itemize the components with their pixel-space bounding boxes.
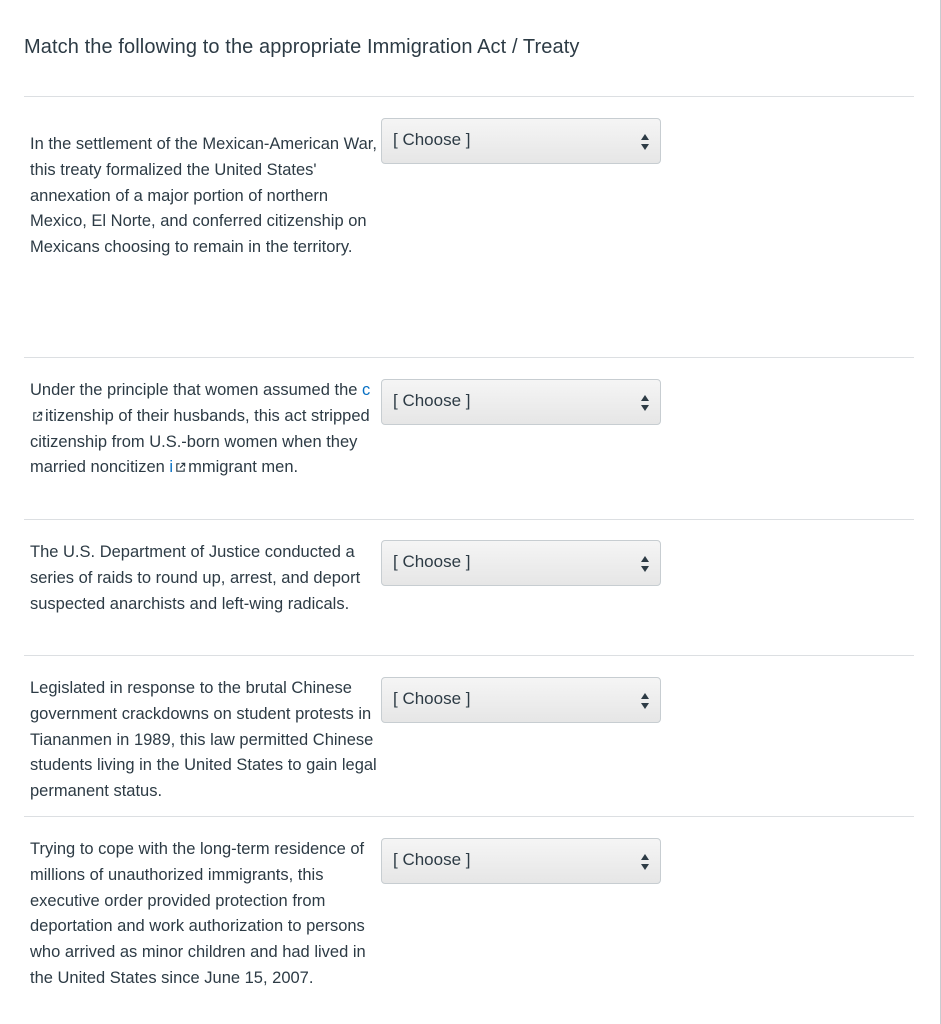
select-value: [ Choose ] [393,130,471,149]
match-prompt-2 [30,378,380,481]
answer-select-4[interactable] [381,677,661,723]
answer-select-2[interactable] [381,379,661,425]
question-title: Match the following to the appropriate Immigration Act / Treaty [24,36,580,58]
answer-select-3[interactable] [381,540,661,586]
match-prompt-4: Legislated in response to the brutal Chinese government crackdowns on student protests in Tiananmen in 1989, this law permitted Chinese students living in the United States to gain legal permanent status. [30,679,377,801]
match-prompt-1: In the settlement of the Mexican-American War, this treaty formalized the United States' annexation of a major portion of northern Mexico, El Norte, and conferred citizenship on Mexicans choosing to remain in the territory. [30,135,377,257]
divider [24,816,914,817]
select-value: [ Choose ] [393,850,471,869]
divider [24,357,914,358]
external-link-icon [175,462,186,473]
sort-arrows-icon [640,853,650,871]
prompt-text: itizenship of their husbands, this act stripped citizenship from U.S.-born women when they married noncitizen [30,406,370,477]
answer-select-5[interactable] [381,838,661,884]
immigrant-link[interactable]: i [169,458,174,477]
divider [24,96,914,97]
prompt-text: Under the principle that women assumed the [30,381,363,399]
select-value: [ Choose ] [393,391,471,410]
select-value: [ Choose ] [393,552,471,571]
match-prompt-3: The U.S. Department of Justice conducted a series of raids to round up, arrest, and deport suspected anarchists and left-wing radicals. [30,543,361,613]
external-link-icon [32,411,43,422]
select-value: [ Choose ] [393,689,471,708]
sort-arrows-icon [640,555,650,573]
match-prompt-5: Trying to cope with the long-term residence of millions of unauthorized immigrants, this executive order provided protection from deportation and work authorization to persons who arrived as minor children and had lived in the United States since June 15, 2007. [30,840,366,987]
answer-select-1[interactable] [381,118,661,164]
sort-arrows-icon [640,692,650,710]
divider [24,655,914,656]
citizenship-link[interactable]: c [362,381,371,399]
sort-arrows-icon [640,394,650,412]
divider [24,519,914,520]
sort-arrows-icon [640,133,650,151]
prompt-text: mmigrant men. [188,458,299,477]
